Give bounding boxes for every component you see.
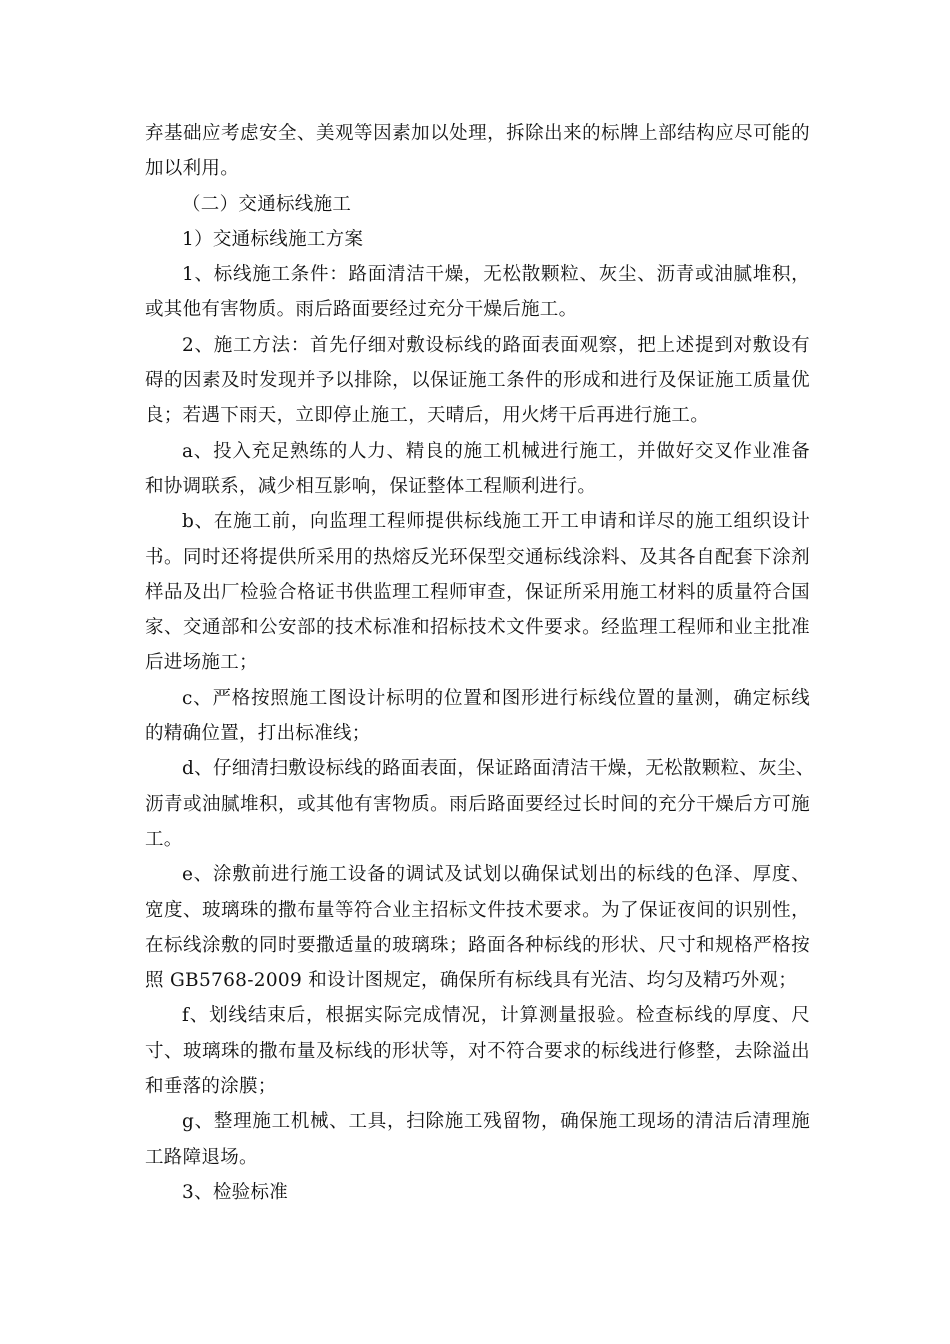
text-line: a、投入充足熟练的人力、精良的施工机械进行施工，并做好交叉作业准备	[182, 440, 810, 462]
text-line: 家、交通部和公安部的技术标准和招标技术文件要求。经监理工程师和业主批准	[145, 617, 810, 639]
text-line: 在标线涂敷的同时要撒适量的玻璃珠；路面各种标线的形状、尺寸和规格严格按	[145, 934, 810, 956]
text-line: 后进场施工；	[145, 652, 258, 674]
text-line: 寸、玻璃珠的撒布量及标线的形状等，对不符合要求的标线进行修整，去除溢出	[145, 1040, 810, 1062]
text-line: 2、施工方法：首先仔细对敷设标线的路面表面观察，把上述提到对敷设有	[182, 334, 810, 356]
text-line: 1）交通标线施工方案	[182, 228, 364, 250]
document-body	[145, 116, 815, 1210]
text-line: 照 GB5768-2009 和设计图规定，确保所有标线具有光洁、均匀及精巧外观；	[145, 970, 798, 992]
text-line: 的精确位置，打出标准线；	[145, 723, 371, 745]
text-line: 样品及出厂检验合格证书供监理工程师审查，保证所采用施工材料的质量符合国	[145, 581, 810, 603]
text-line: 1、标线施工条件：路面清洁干燥，无松散颗粒、灰尘、沥青或油腻堆积，	[182, 264, 810, 286]
text-line: g、整理施工机械、工具，扫除施工残留物，确保施工现场的清洁后清理施	[182, 1111, 810, 1133]
text-line: 工。	[145, 828, 183, 850]
text-line: b、在施工前，向监理工程师提供标线施工开工申请和详尽的施工组织设计	[182, 511, 810, 533]
text-line: 3、检验标准	[182, 1181, 289, 1203]
text-line: 沥青或油腻堆积，或其他有害物质。雨后路面要经过长时间的充分干燥后方可施	[145, 793, 810, 815]
text-line: c、严格按照施工图设计标明的位置和图形进行标线位置的量测，确定标线	[182, 687, 810, 709]
text-line: 宽度、玻璃珠的撒布量等符合业主招标文件技术要求。为了保证夜间的识别性，	[145, 899, 810, 921]
text-line: 和垂落的涂膜；	[145, 1076, 277, 1098]
text-line: 书。同时还将提供所采用的热熔反光环保型交通标线涂料、及其各自配套下涂剂	[145, 546, 810, 568]
text-line: f、划线结束后，根据实际完成情况，计算测量报验。检查标线的厚度、尺	[182, 1005, 810, 1027]
text-line: 或其他有害物质。雨后路面要经过充分干燥后施工。	[145, 299, 578, 321]
text-line: 碍的因素及时发现并予以排除，以保证施工条件的形成和进行及保证施工质量优	[145, 370, 810, 392]
text-line: 工路障退场。	[145, 1146, 258, 1168]
text-line: 良；若遇下雨天，立即停止施工，天晴后，用火烤干后再进行施工。	[145, 405, 710, 427]
text-line: 弃基础应考虑安全、美观等因素加以处理，拆除出来的标牌上部结构应尽可能的	[145, 123, 810, 144]
text-line: （二）交通标线施工	[182, 193, 352, 215]
text-line: 和协调联系，减少相互影响，保证整体工程顺利进行。	[145, 475, 597, 497]
text-line: d、仔细清扫敷设标线的路面表面，保证路面清洁干燥，无松散颗粒、灰尘、	[182, 758, 815, 780]
text-line: 加以利用。	[145, 158, 240, 180]
text-line: e、涂敷前进行施工设备的调试及试划以确保试划出的标线的色泽、厚度、	[182, 864, 810, 886]
